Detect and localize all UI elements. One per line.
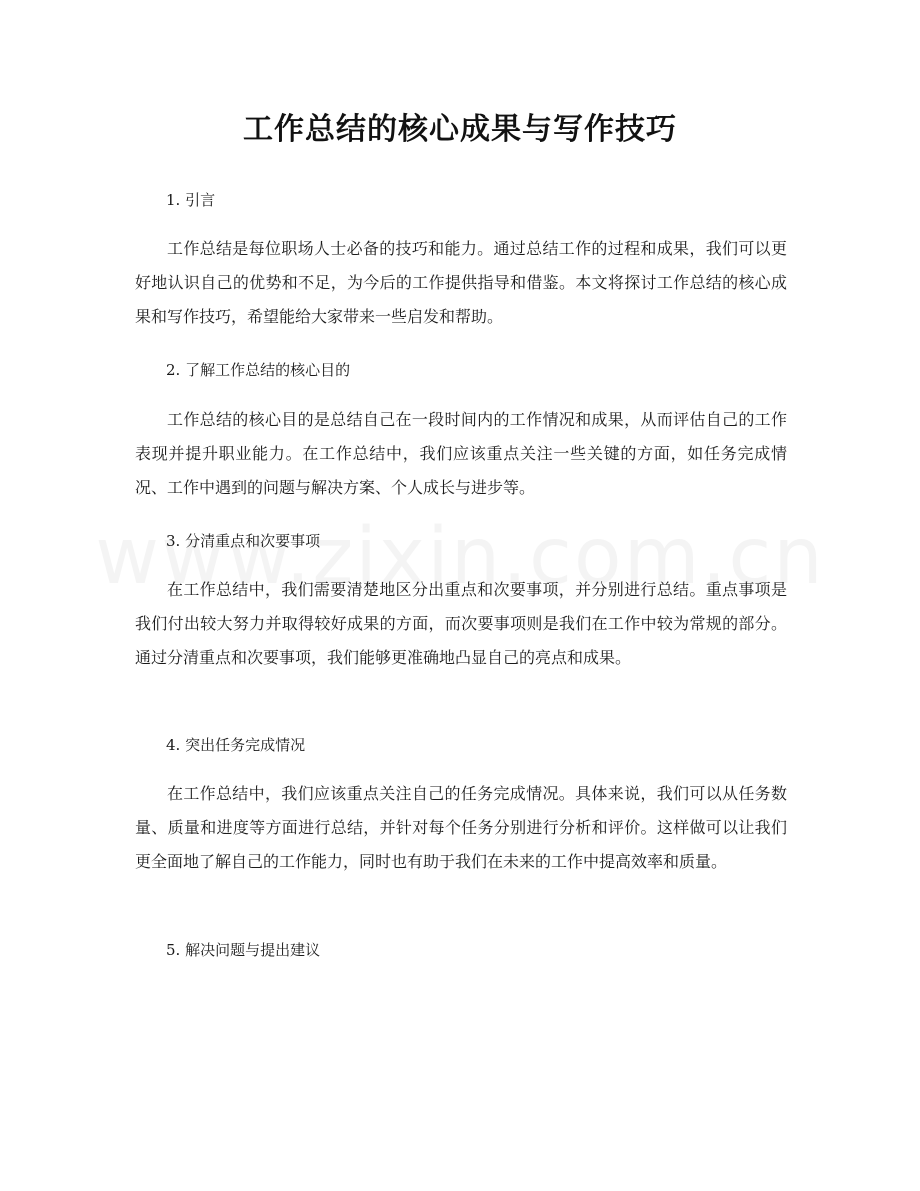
section-paragraph-task-completion: 在工作总结中，我们应该重点关注自己的任务完成情况。具体来说，我们可以从任务数量、质量和进度等方面进行总结，并针对每个任务分别进行分析和评价。这样做可以让我们更全面地了解自己的工作能力，同时也有助于我们在未来的工作中提高效率和质量。 xyxy=(135,784,787,871)
section-paragraph-priorities: 在工作总结中，我们需要清楚地区分出重点和次要事项，并分别进行总结。重点事项是我们付出较大努力并取得较好成果的方面，而次要事项则是我们在工作中较为常规的部分。通过分清重点和次要事项，我们能够更准确地凸显自己的亮点和成果。 xyxy=(135,580,787,667)
section-heading-task-completion: 4. 突出任务完成情况 xyxy=(166,736,306,754)
section-paragraph-introduction: 工作总结是每位职场人士必备的技巧和能力。通过总结工作的过程和成果，我们可以更好地认识自己的优势和不足，为今后的工作提供指导和借鉴。本文将探讨工作总结的核心成果和写作技巧，希望能给大家带来一些启发和帮助。 xyxy=(135,239,787,326)
section-heading-introduction: 1. 引言 xyxy=(166,191,216,209)
page-title: 工作总结的核心成果与写作技巧 xyxy=(243,112,677,147)
section-heading-problem-solving: 5. 解决问题与提出建议 xyxy=(166,941,321,959)
section-heading-core-purpose: 2. 了解工作总结的核心目的 xyxy=(166,361,351,379)
section-heading-priorities: 3. 分清重点和次要事项 xyxy=(166,532,321,550)
section-paragraph-core-purpose: 工作总结的核心目的是总结自己在一段时间内的工作情况和成果，从而评估自己的工作表现并提升职业能力。在工作总结中，我们应该重点关注一些关键的方面，如任务完成情况、工作中遇到的问题与解决方案、个人成长与进步等。 xyxy=(135,410,787,497)
